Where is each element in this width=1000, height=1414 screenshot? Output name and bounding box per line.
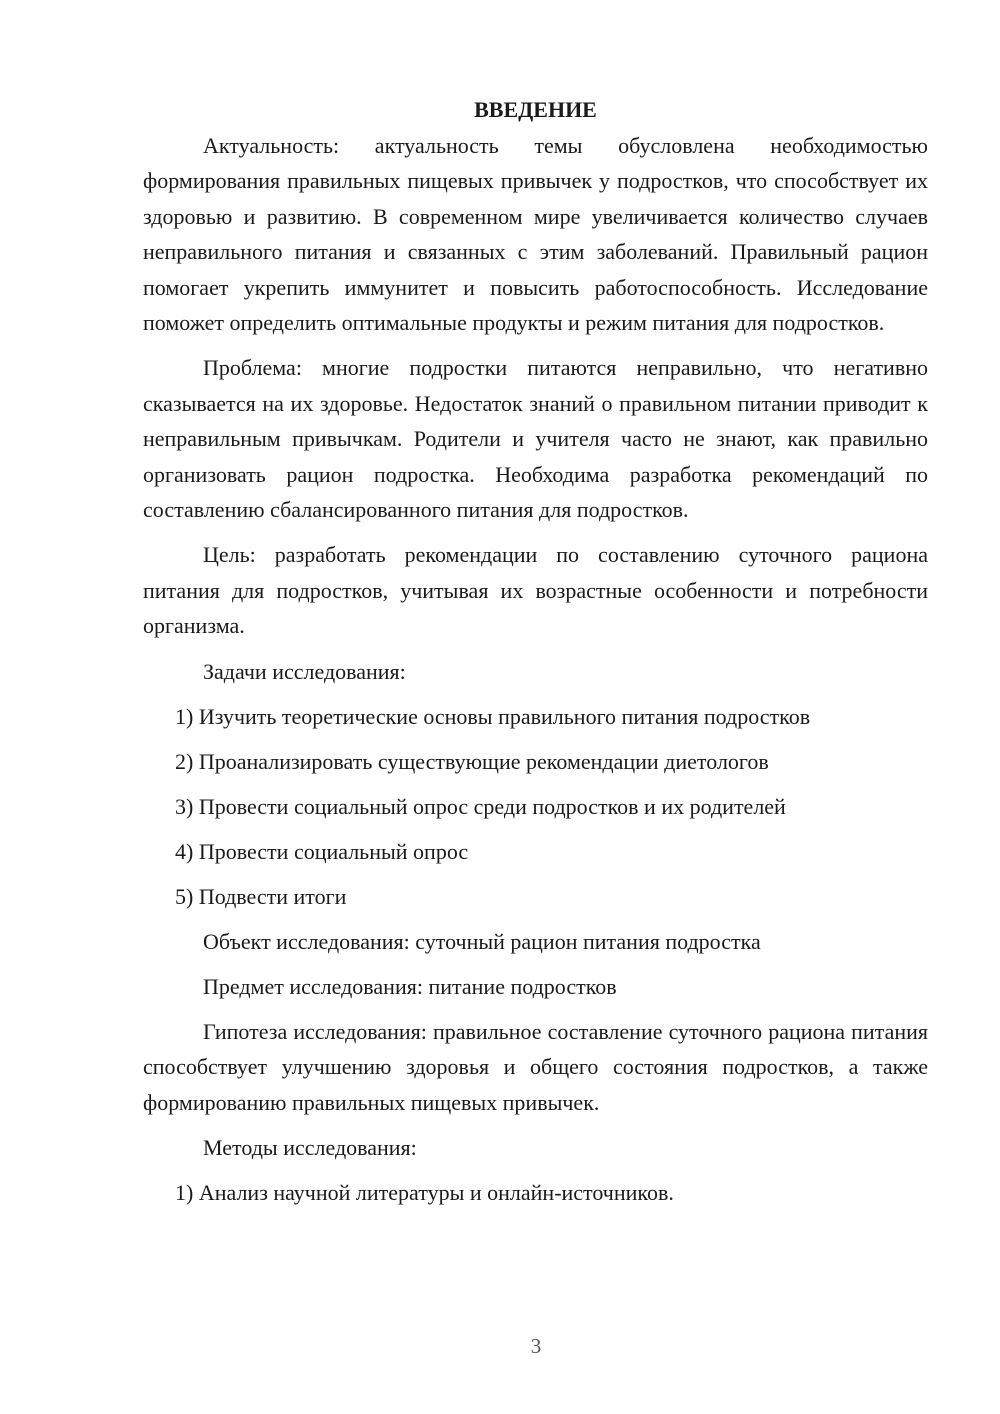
methods-list	[143, 1175, 928, 1210]
task-item: 3) Провести социальный опрос среди подростков и их родителей	[175, 793, 786, 819]
task-item: 4) Провести социальный опрос	[175, 838, 469, 864]
task-item: 1) Изучить теоретические основы правильного питания подростков	[175, 703, 811, 729]
tasks-title: Задачи исследования:	[203, 658, 406, 684]
tasks-list	[143, 699, 928, 914]
research-object: Объект исследования: суточный рацион питания подростка	[203, 928, 761, 954]
methods-title: Методы исследования:	[203, 1134, 417, 1160]
page-number: 3	[530, 1334, 542, 1358]
hypothesis-paragraph: Гипотеза исследования: правильное составление суточного рациона питания способствует улучшению здоровья и общего состояния подростков, а также формированию правильных пищевых привычек.	[143, 1018, 928, 1115]
goal-paragraph: Цель: разработать рекомендации по составлению суточного рациона питания для подростков, учитывая их возрастные особенности и потребности организма.	[143, 542, 928, 639]
method-item: 1) Анализ научной литературы и онлайн-источников.	[175, 1179, 674, 1205]
task-item: 5) Подвести итоги	[175, 883, 347, 909]
relevance-paragraph: Актуальность: актуальность темы обусловлена необходимостью формирования правильных пищевых привычек у подростков, что способствует их здоровью и развитию. В современном мире увеличивается количество случаев неправильного питания и связанных с этим заболеваний. Правильный рацион помогает укрепить иммунитет и повысить работоспособность. Исследование поможет определить оптимальные продукты и режим питания для подростков.	[143, 133, 928, 336]
research-subject: Предмет исследования: питание подростков	[203, 973, 617, 999]
page-body	[143, 92, 928, 1220]
task-item: 2) Проанализировать существующие рекомендации диетологов	[175, 748, 769, 774]
section-heading: ВВЕДЕНИЕ	[474, 97, 597, 122]
problem-paragraph: Проблема: многие подростки питаются неправильно, что негативно сказывается на их здоровье. Недостаток знаний о правильном питании приводит к неправильным привычкам. Родители и учителя часто не знают, как правильно организовать рацион подростка. Необходима разработка рекомендаций по составлению сбалансированного питания для подростков.	[143, 355, 928, 523]
